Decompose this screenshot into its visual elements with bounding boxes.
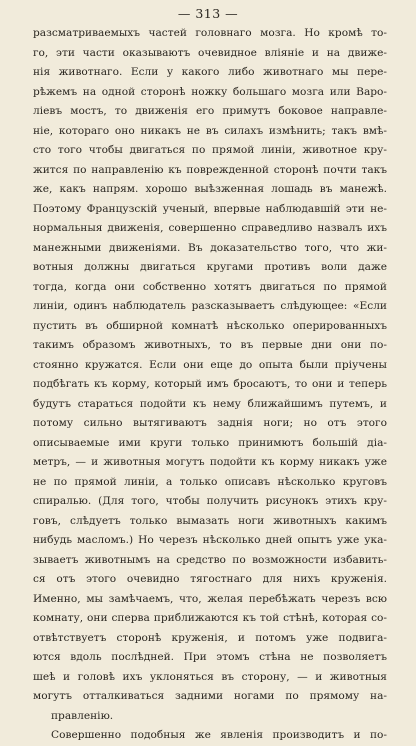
text-line: потому сильно вытягиваютъ заднія ноги; но отъ этого [33, 417, 387, 429]
text-line: спиралью. (Для того, чтобы получить рисунокъ этихъ кру- [33, 495, 387, 507]
text-line: ніе, котораго оно никакъ не въ силахъ измѣнить; такъ вмѣ- [33, 124, 387, 137]
text-line: зываетъ животнымъ на средство по возможности избавить- [33, 553, 387, 566]
text-line: нормальныя движенія, совершенно справедливо назвалъ ихъ [33, 222, 387, 234]
text-line: ся отъ этого очевидно тягостнаго для нихъ круженія. [33, 573, 387, 585]
text-line: вотныя должны двигаться кругами противъ воли даже [33, 261, 387, 273]
text-line: же, какъ напрям. хорошо выѣзженная лошадь въ манежѣ. [33, 183, 387, 195]
text-line: ются вдоль послѣдней. При этомъ стѣна не позволяетъ [33, 651, 387, 663]
text-line: го, эти части оказываютъ очевидное вліяніе и на движе- [33, 46, 387, 59]
text-line: Именно, мы замѣчаемъ, что, желая перебѣжать черезъ всю [33, 592, 387, 605]
text-line: не по прямой линіи, а только описавъ нѣсколько круговъ [33, 475, 387, 488]
text-line: нія животнаго. Если у какого либо животнаго мы пере- [33, 66, 387, 78]
text-line: манежными движеніями. Въ доказательство того, что жи- [33, 241, 387, 254]
text-line: нибудь масломъ.) Но черезъ нѣсколько дней опытъ уже ука- [33, 534, 387, 546]
text-line: шеѣ и головѣ ихъ уклоняться въ сторону, — и животныя [33, 670, 387, 683]
text-line: отвѣтствуетъ сторонѣ круженія, и потомъ уже подвига- [33, 631, 387, 644]
text-line: говъ, слѣдуетъ только вымазать ноги животныхъ какимъ [33, 514, 387, 527]
text-line: стоянно кружатся. Если они еще до опыта были пріучены [33, 358, 387, 371]
text-line: такимъ образомъ животныхъ, то въ первые дни они по- [33, 339, 387, 351]
text-line: жится по направленію къ поврежденной сторонѣ почти такъ [33, 163, 387, 176]
body-text [33, 24, 387, 746]
text-line: будутъ стараться подойти къ нему ближайшимъ путемъ, и [33, 397, 387, 410]
text-line: правленію. [51, 709, 114, 722]
text-line: тогда, когда они собственно хотятъ двигаться по прямой [33, 280, 387, 293]
text-line: Совершенно подобныя же явленія производитъ и по- [51, 729, 387, 741]
text-line: сто того чтобы двигаться по прямой линіи, животное кру- [33, 144, 387, 156]
text-line: могутъ отталкиваться задними ногами по прямому на- [33, 690, 387, 702]
text-line: описываемые ими круги только принимютъ большій діа- [33, 436, 387, 449]
text-line: пустить въ обширной комнатѣ нѣсколько оперированныхъ [33, 319, 387, 332]
page-number: — 313 — [177, 6, 239, 21]
text-line: линіи, одинъ наблюдатель разсказываетъ слѣдующее: «Если [33, 300, 387, 312]
text-line: Поэтому Французскій ученый, впервые наблюдавшій эти не- [33, 202, 387, 215]
text-line: метръ, — и животныя могутъ подойти къ корму никакъ уже [33, 456, 387, 468]
text-line: рѣжемъ на одной сторонѣ ножку большаго мозга или Варо- [33, 85, 387, 98]
text-line: комнату, они сперва приближаются къ той стѣнѣ, которая со- [33, 612, 387, 624]
text-line: ліевъ мостъ, то движенія его примутъ боковое направле- [33, 105, 387, 117]
text-line: разсматриваемыхъ частей головнаго мозга. Но кромѣ то- [33, 27, 387, 39]
text-line: подбѣгать къ корму, который имъ бросаютъ, то они и теперь [33, 378, 387, 390]
